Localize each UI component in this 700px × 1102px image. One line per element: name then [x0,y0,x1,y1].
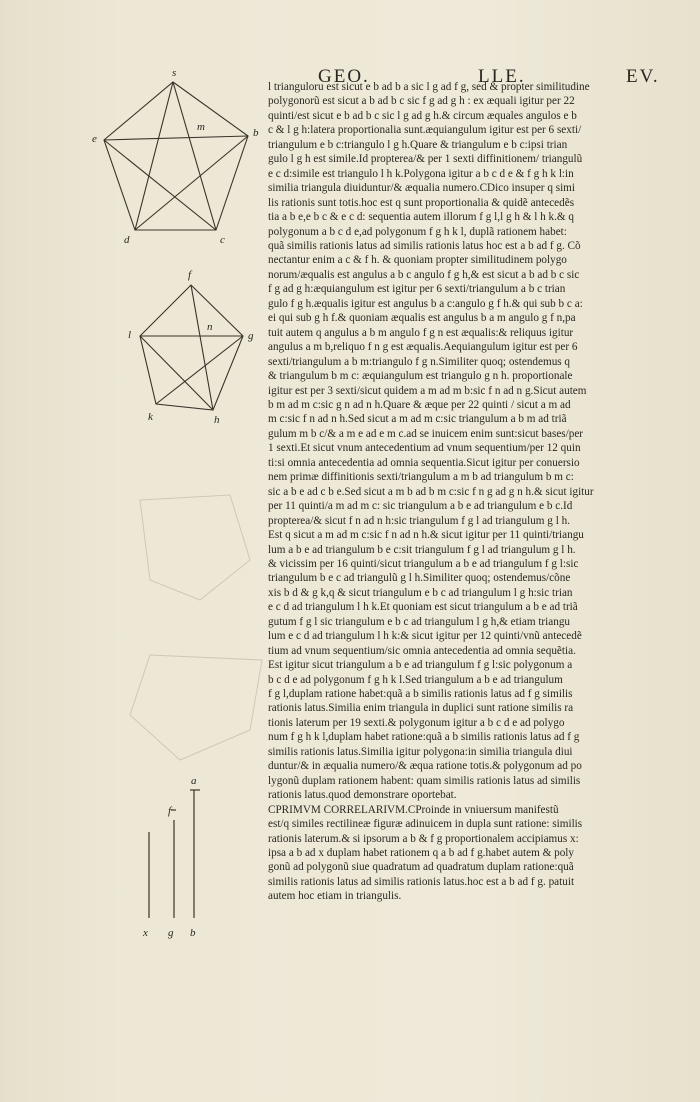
text-line: c & l g h:latera proportionalia sunt.æquiangulum igitur est per 6 sexti/ [268,124,582,137]
text-line: ti:si omnia antecedentia ad omnia sequentia.Sicut igitur per conuersio [268,456,580,469]
text-line: gulo f g h.æqualis igitur est angulus b a c:angulo g f h.& qui sub b c a: [268,297,583,310]
text-line: e c d:simile est triangulo l h k.Polygona igitur a b c d e & f g h k l:in [268,167,574,180]
label-f: f [188,269,192,281]
text-line: lis rationis sunt totis.hoc est q sunt proportionalia & quidẽ antecedẽs [268,196,575,209]
text-line: polygonum a b c d e,ad polygonum f g h k l, duplã rationem habet: [268,225,567,238]
small-pentagon-figure [140,285,243,410]
text-line: quinti/est sicut e b ad b c sic l g ad g h.& circum æquales angulos e b [268,109,577,122]
text-line: propterea/& sicut f n ad n h:sic triangulum f g l ad triangulum g l h. [268,514,570,527]
text-line: CPRIMVM CORRELARIVM.CProinde in vniuersum manifestũ [268,803,559,816]
text-line: rationis latus.Similia enim triangula in duplici sunt ratione similis ra [268,702,574,715]
label-s: s [172,67,177,79]
label-f2: f [168,805,172,817]
text-line: norum/æqualis est angulus a b c angulo f g h,& est sicut a b ad b c sic [268,268,580,281]
text-line: Est igitur sicut triangulum a b e ad triangulum f g l:sic polygonum a [268,659,573,672]
text-line: est/q similes rectilineæ figuræ adinuicem in dupla sunt ratione: similis [268,818,583,831]
text-line: tia a b e,e b c & e c d: sequentia autem illorum f g l,l g h & l h k.& q [268,211,575,224]
text-line: l trianguloru est sicut e b ad b a sic l g ad f g, sed & propter similitudine [268,81,590,93]
label-a: a [191,775,197,787]
text-line: f g l,duplam ratione habet:quã a b similis rationis latus ad f g similis [268,688,573,701]
label-h: h [214,414,220,426]
text-line: duntur/& in æqualia numero/& æqua ratione totis.& polygonum ad po [268,760,582,773]
label-d: d [124,234,130,246]
text-line: sexti/triangulum a b m:triangulo f g n.Similiter quoq; ostendemus q [268,355,571,368]
text-line: num f g h k l,duplam habet ratione:quã a b similis rationis latus ad f g [268,731,580,744]
label-x: x [143,927,148,939]
label-b2: b [190,927,196,939]
text-line: gulum m b c/& a m e ad e m c.ad se inuicem enim sunt:sicut bases/per [268,427,584,440]
text-line: rationis latus.quod demonstrare oportebat. [268,789,457,802]
text-line: per 11 quinti/a m ad m c: sic triangulum a b e ad triangulum e b c.Id [268,500,573,513]
text-line: triangulum e b c:triangulo l g h.Quare & triangulum e b c:ipsi trian [268,138,568,151]
text-line: similis rationis latus ad similis rationis latus.hoc est a b ad f g. patuit [268,875,575,888]
text-line: 1 sexti.Et sicut vnum antecedentium ad vnum sequentium/per 12 quin [268,442,581,455]
text-line: & triangulum b m c: æquiangulum est triangulo g n h. proportionale [268,370,573,383]
text-line: xis b d & g k,q & sicut triangulum e b c ad triangulum l g h:sic trian [268,586,573,599]
header-right: EV. [626,66,660,87]
lines-figure [149,790,200,918]
label-b: b [253,127,259,139]
text-line: gutum f g l sic triangulum e b c ad triangulum l g h,& etiam triangu [268,615,571,628]
text-line: triangulum b e c ad triangulũ g l h.Similiter quoq; ostendemus/cõne [268,572,571,585]
label-m: m [197,121,205,133]
text-line: e c d ad triangulum l h k.Et quoniam est sicut triangulum a b e ad triã [268,601,578,614]
text-line: sic a b e ad c b e.Sed sicut a m b ad b m c:sic f n g ad g n h.& sicut igitur [268,485,594,498]
proof-paragraph [268,80,691,803]
show-through-marks [130,495,262,760]
label-n: n [207,321,213,333]
text-line: autem hoc etiam in triangulis. [268,890,402,903]
text-line: nectantur enim a c & f h. & quoniam propter similitudinem polygo [268,254,567,267]
label-g2: g [168,927,174,939]
text-line: lum a b e ad triangulum b e c:sit triangulum f g l ad triangulum g l h. [268,543,576,556]
text-line: similis rationis latus.Similia igitur polygona:in similia triangula diui [268,745,573,758]
corollary-paragraph [268,803,691,904]
text-line: quã similis rationis latus ad similis rationis latus hoc est a b ad f g. Cõ [268,239,581,252]
geometric-figures [0,0,270,1102]
text-line: tionis laterum per 19 sexti.& polygonum igitur a b c d e ad polygo [268,716,565,729]
label-c: c [220,234,225,246]
text-line: lum e c d ad triangulum l h k:& sicut igitur per 12 quinti/vnũ antecedẽ [268,630,582,643]
label-l: l [128,329,132,341]
text-line: angulus a m b,reliquo f n g est æqualis.Aequiangulum igitur est per 6 [268,341,578,354]
label-e: e [92,133,97,145]
text-line: f g ad g h:æquiangulum est igitur per 6 sexti/triangulum a b c trian [268,283,566,296]
text-line: & vicissim per 16 quinti/sicut triangulum a b e ad triangulum f g l:sic [268,557,579,570]
header-middle: LLE. [478,66,526,87]
text-line: m c:sic f n ad n h.Sed sicut a m ad m c:sic triangulum a b m ad triã [268,413,567,426]
text-line: nem primæ diffinitionis sexti/triangulum a m b ad triangulum b m c: [268,471,574,484]
large-pentagon-figure [104,82,248,230]
text-line: Est q sicut a m ad m c:sic f n ad n h.& sicut igitur per 11 quinti/triangu [268,529,584,542]
text-line: b c d e ad polygonum f g h k l.Sed triangulum a b e ad triangulum [268,673,563,686]
text-line: tuit autem q angulus a b m angulo f g n est æqualis:& reliquus igitur [268,326,574,339]
text-line: rationis laterum.& si ipsorum a b & f g proportionalem accipiamus x: [268,832,579,845]
text-line: gonũ ad polygonũ siue quadratum ad quadratum duplam ratione:quã [268,861,574,874]
text-line: polygonorũ est sicut a b ad b c sic f g ad g h : ex æquali igitur per 22 [268,95,575,108]
text-line: ei qui sub g h f.& quoniam æqualis est angulus b a m angulo g f n,pa [268,312,576,325]
text-line: b m ad m c:sic g n ad n h.Quare & æque per 22 quinti / sicut a m ad [268,398,571,411]
text-line: ipsa a b ad x duplam habet rationem q a b ad f g.habet autem & poly [268,847,575,860]
text-line: gulo l g h est simile.Id propterea/& per 1 sexti diffinitionem/ triangulũ [268,153,583,166]
figures-svg [0,0,270,1102]
text-line: similia triangula diuiduntur/& æqualia numero.CDico insuper q simi [268,182,575,195]
label-g: g [248,330,254,342]
text-line: tium ad vnum sequentium/sic omnia antecedentia ad omnia sequẽtia. [268,644,576,657]
header-left: GEO. [318,66,370,87]
body-text [268,80,691,904]
text-line: igitur est per 3 sexti/sicut quidem a m ad m b:sic f n ad n g.Sicut autem [268,384,587,397]
label-k: k [148,411,153,423]
text-line: lygonũ duplam rationem habent: quam similis rationis latus ad similis [268,774,581,787]
